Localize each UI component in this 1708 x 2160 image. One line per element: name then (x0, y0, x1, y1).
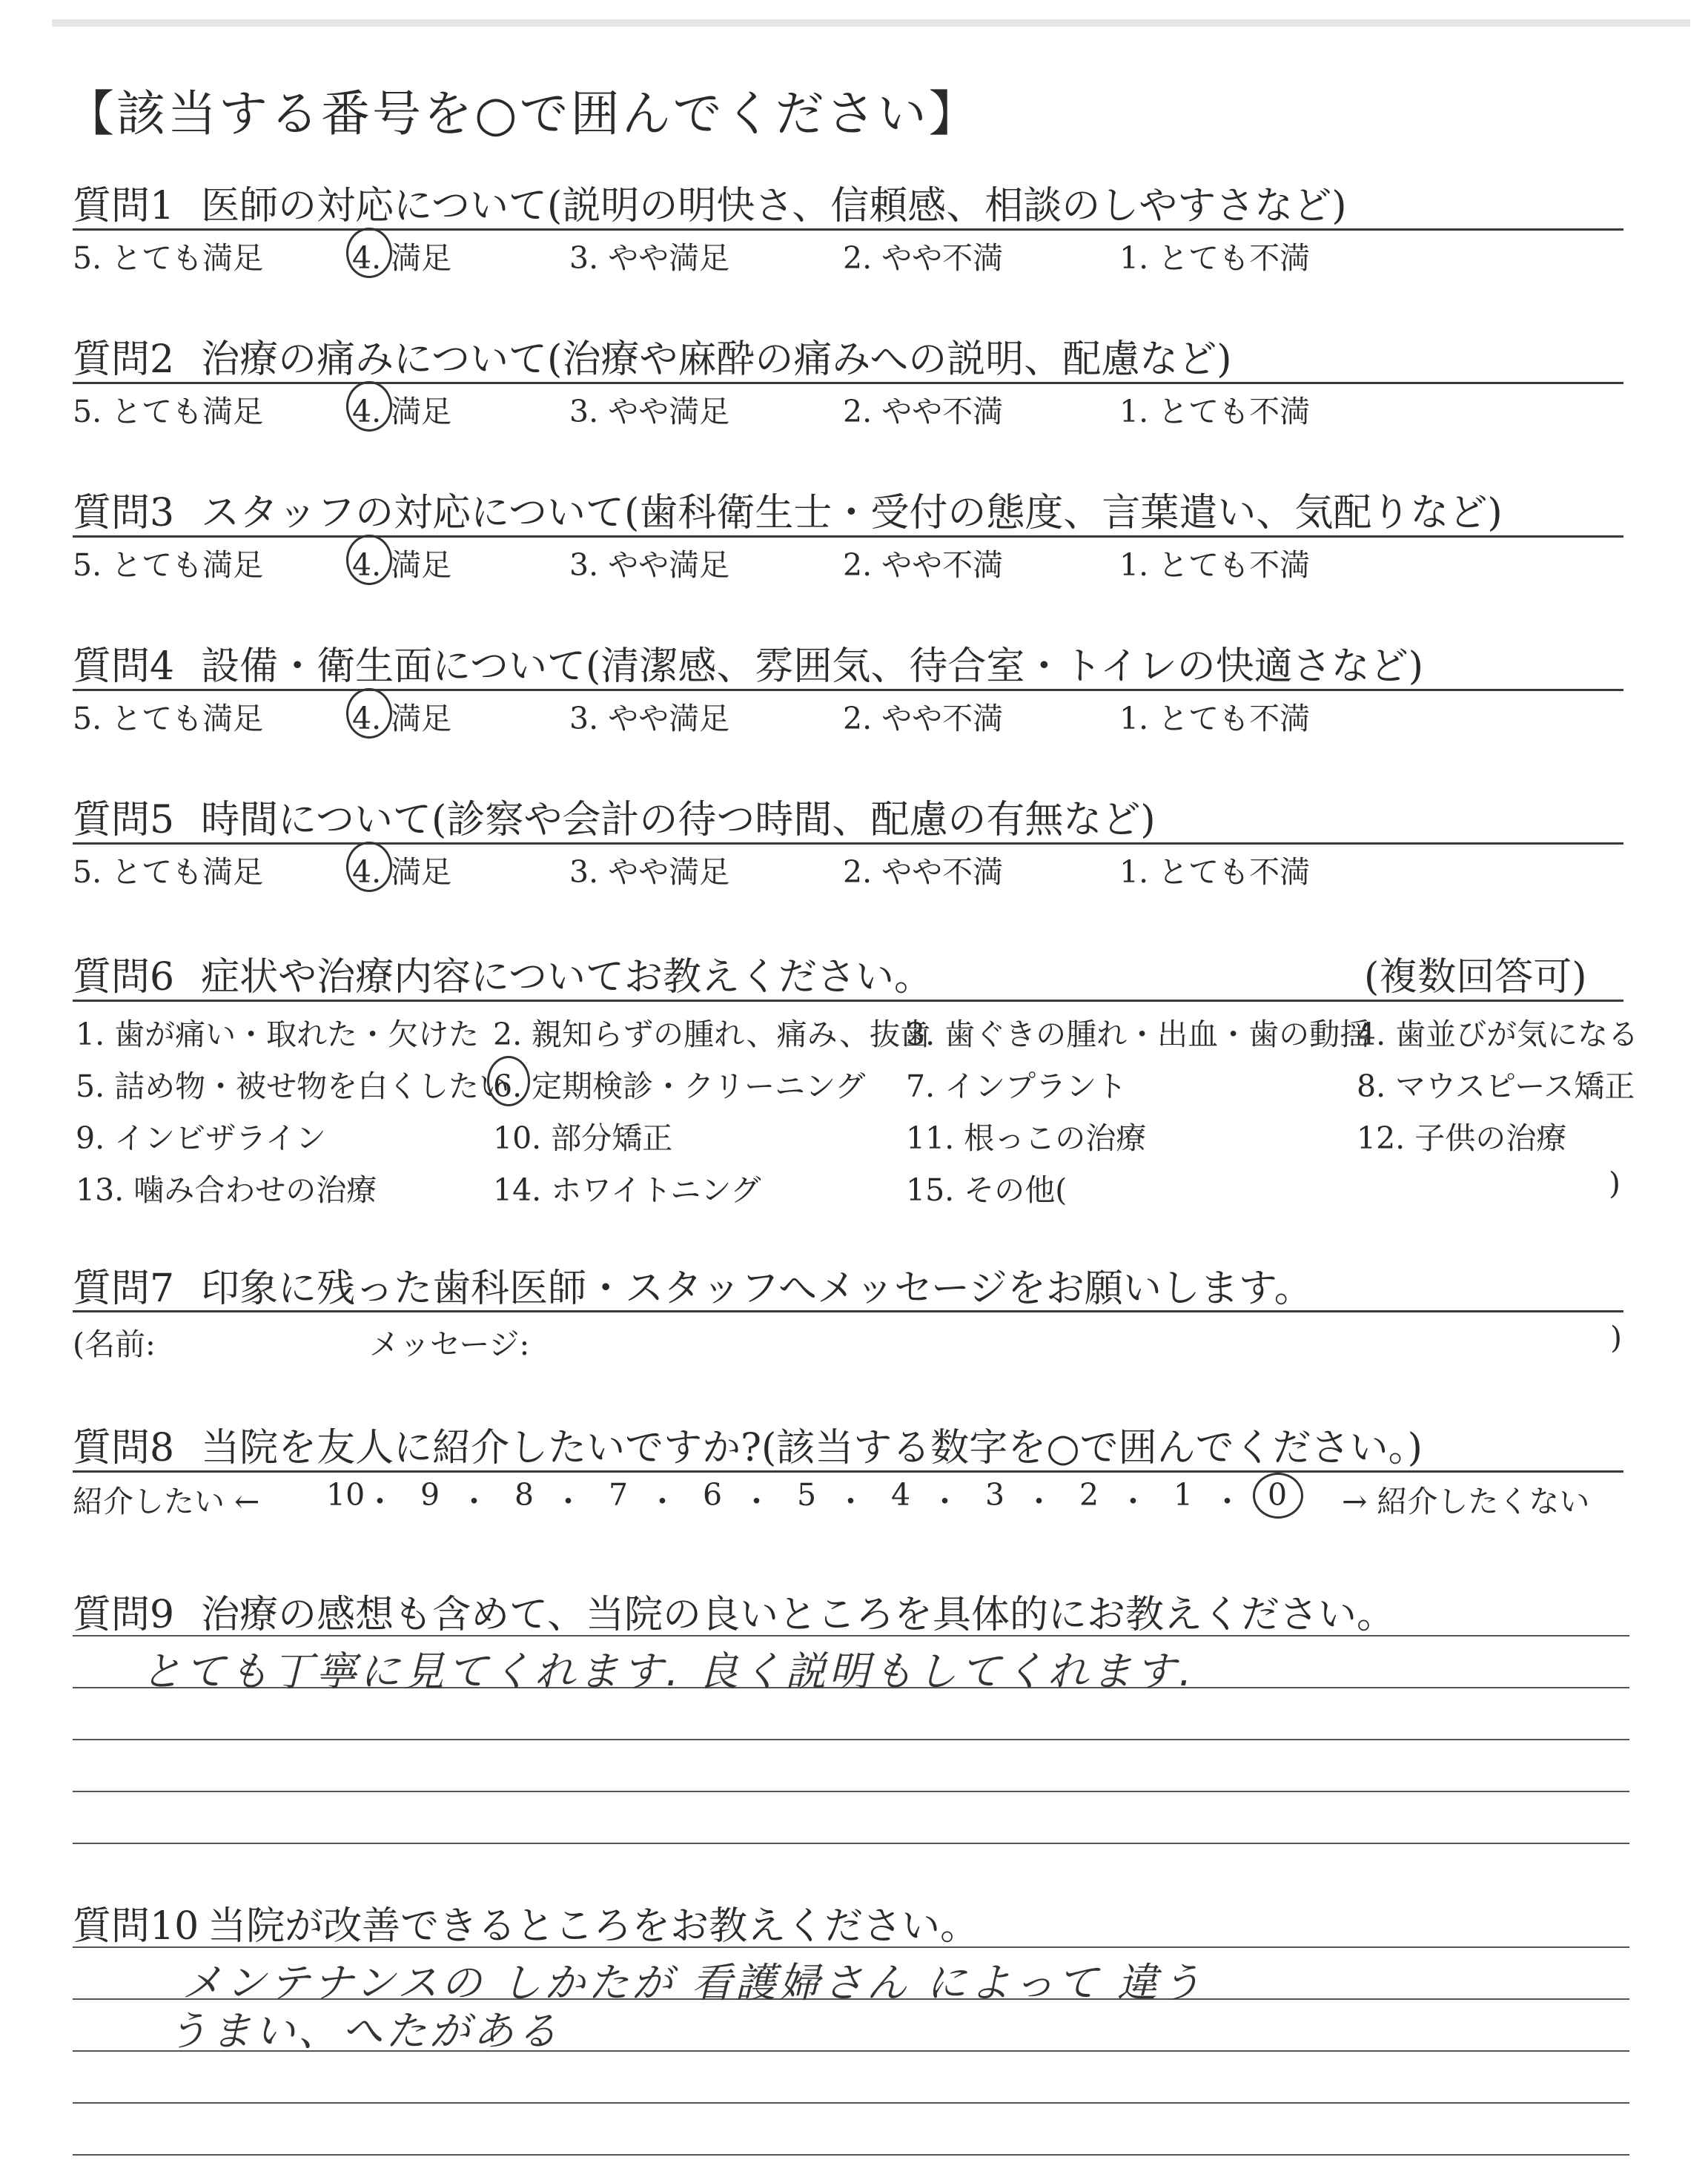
rating-option[interactable]: 1. とても不満 (1119, 701, 1311, 736)
q9-line (73, 1739, 1629, 1740)
selection-circle (346, 842, 392, 892)
rating-option[interactable]: 1. とても不満 (1119, 854, 1311, 890)
q7-heading (73, 1257, 1313, 1312)
q9-line (73, 1843, 1629, 1844)
rating-option[interactable]: 3. やや満足 (569, 701, 730, 736)
q8-scale-value[interactable]: 0 (1268, 1477, 1288, 1513)
q3-heading (73, 481, 1503, 537)
q8-right-label: → 紹介したくない (1342, 1484, 1590, 1519)
question-label: 質問2 (73, 337, 175, 382)
q6-option[interactable]: 12. 子供の治療 (1357, 1120, 1567, 1156)
question-label: 質問4 (73, 644, 175, 689)
q9-label: 質問9 (73, 1593, 175, 1637)
q10-heading (73, 1895, 979, 1950)
q8-separator: ・ (1212, 1484, 1242, 1519)
q6-option[interactable]: 2. 親知らずの腫れ、痛み、抜歯 (493, 1017, 931, 1052)
q6-option[interactable]: 10. 部分矯正 (493, 1120, 673, 1156)
rating-option[interactable]: 5. とても満足 (73, 547, 264, 583)
selection-circle (346, 535, 392, 585)
q9-text: 治療の感想も含めて、当院の良いところを具体的にお教えください。 (201, 1593, 1396, 1637)
q9-line (73, 1791, 1629, 1792)
rating-option[interactable]: 3. やや満足 (569, 240, 730, 276)
question-text: 医師の対応について(説明の明快さ、信頼感、相談のしやすさなど) (201, 184, 1347, 228)
q4-heading (73, 635, 1423, 690)
q6-note: (複数回答可) (1364, 955, 1587, 1000)
q9-handwritten-answer: とても丁寧に見てくれます. 良く説明もしてくれます. (141, 1648, 1195, 1695)
q8-scale-value[interactable]: 7 (609, 1477, 629, 1513)
q8-label: 質問8 (73, 1426, 175, 1470)
question-text: 時間について(診察や会計の待つ時間、配慮の有無など) (201, 798, 1156, 842)
q7-message-label: メッセージ: (369, 1327, 530, 1362)
q6-other-close: ) (1609, 1166, 1621, 1201)
rating-option[interactable]: 5. とても満足 (73, 701, 264, 736)
q10-line (73, 2154, 1629, 2156)
q10-line (73, 2102, 1629, 2104)
rating-option[interactable]: 4. 満足 (352, 854, 452, 890)
rating-option[interactable]: 5. とても満足 (73, 394, 264, 429)
q6-option[interactable]: 1. 歯が痛い・取れた・欠けた (76, 1017, 480, 1052)
q6-option[interactable]: 13. 噛み合わせの治療 (76, 1172, 377, 1208)
selection-circle (487, 1056, 530, 1106)
q8-separator: ・ (365, 1484, 395, 1519)
q7-label: 質問7 (73, 1266, 175, 1311)
rating-option[interactable]: 1. とても不満 (1119, 394, 1311, 429)
q8-separator: ・ (553, 1484, 583, 1519)
selection-circle (346, 228, 392, 278)
q8-scale-value[interactable]: 2 (1079, 1477, 1099, 1513)
rating-option[interactable]: 3. やや満足 (569, 547, 730, 583)
rating-option[interactable]: 2. やや不満 (843, 394, 1004, 429)
question-text: 治療の痛みについて(治療や麻酔の痛みへの説明、配慮など) (201, 337, 1232, 382)
q6-text: 症状や治療内容についてお教えください。 (201, 955, 933, 1000)
q8-separator: ・ (1024, 1484, 1054, 1519)
selection-circle (346, 381, 392, 432)
q8-scale-value[interactable]: 10 (326, 1477, 365, 1513)
q10-handwritten-answer-2: うまい、へたがある (167, 2007, 561, 2055)
rating-option[interactable]: 4. 満足 (352, 240, 452, 276)
rating-option[interactable]: 4. 満足 (352, 547, 452, 583)
q2-heading (73, 328, 1232, 383)
q10-text: 当院が改善できるところをお教えください。 (208, 1904, 979, 1949)
q8-heading (73, 1416, 1423, 1472)
q5-heading (73, 788, 1156, 844)
q7-close: ) (1610, 1320, 1622, 1355)
q8-scale-value[interactable]: 4 (891, 1477, 911, 1513)
q8-left-label: 紹介したい ← (73, 1484, 260, 1519)
question-text: スタッフの対応について(歯科衛生士・受付の態度、言葉遣い、気配りなど) (201, 491, 1503, 535)
q6-option[interactable]: 5. 詰め物・被せ物を白くしたい (76, 1069, 510, 1104)
q5-rule (73, 842, 1623, 845)
q6-option[interactable]: 6. 定期検診・クリーニング (493, 1069, 866, 1104)
q6-heading (73, 945, 933, 1001)
q2-rule (73, 382, 1623, 384)
question-label: 質問5 (73, 798, 175, 842)
q6-option[interactable]: 3. 歯ぐきの腫れ・出血・歯の動揺 (906, 1017, 1371, 1052)
rating-option[interactable]: 1. とても不満 (1119, 547, 1311, 583)
scan-edge (52, 19, 1690, 27)
rating-option[interactable]: 2. やや不満 (843, 240, 1004, 276)
rating-option[interactable]: 2. やや不満 (843, 701, 1004, 736)
q8-rule (73, 1470, 1623, 1473)
rating-option[interactable]: 2. やや不満 (843, 547, 1004, 583)
selection-circle (1253, 1473, 1303, 1519)
rating-option[interactable]: 5. とても満足 (73, 240, 264, 276)
q6-option[interactable]: 4. 歯並びが気になる (1357, 1017, 1639, 1052)
q8-separator: ・ (741, 1484, 772, 1519)
q6-option[interactable]: 8. マウスピース矯正 (1357, 1069, 1635, 1104)
selection-circle (346, 688, 392, 739)
question-label: 質問3 (73, 491, 175, 535)
q1-heading (73, 174, 1347, 230)
q6-label: 質問6 (73, 955, 175, 1000)
rating-option[interactable]: 3. やや満足 (569, 854, 730, 890)
q6-rule (73, 1000, 1623, 1002)
rating-option[interactable]: 5. とても満足 (73, 854, 264, 890)
q8-scale-value[interactable]: 3 (985, 1477, 1005, 1513)
question-text: 設備・衛生面について(清潔感、雰囲気、待合室・トイレの快適さなど) (201, 644, 1424, 689)
q7-name-label: (名前: (73, 1327, 156, 1362)
q6-option[interactable]: 11. 根っこの治療 (906, 1120, 1147, 1156)
q1-rule (73, 228, 1623, 231)
q6-option[interactable]: 9. インビザライン (76, 1120, 326, 1156)
q8-scale-value[interactable]: 8 (514, 1477, 534, 1513)
q6-option[interactable]: 7. インプラント (906, 1069, 1128, 1104)
q8-scale-value[interactable]: 5 (797, 1477, 817, 1513)
rating-option[interactable]: 4. 満足 (352, 394, 452, 429)
rating-option[interactable]: 3. やや満足 (569, 394, 730, 429)
rating-option[interactable]: 2. やや不満 (843, 854, 1004, 890)
question-label: 質問1 (73, 184, 175, 228)
q8-separator: ・ (459, 1484, 489, 1519)
q10-handwritten-answer-1: メンテナンスの しかたが 看護婦さん によって 違う (182, 1959, 1205, 2007)
q3-rule (73, 535, 1623, 538)
q8-scale-value[interactable]: 1 (1174, 1477, 1194, 1513)
q4-rule (73, 689, 1623, 691)
q8-text: 当院を友人に紹介したいですか?(該当する数字を○で囲んでください。) (201, 1426, 1423, 1470)
rating-option[interactable]: 1. とても不満 (1119, 240, 1311, 276)
rating-option[interactable]: 4. 満足 (352, 701, 452, 736)
q10-label: 質問10 (73, 1904, 199, 1949)
q8-scale-value[interactable]: 9 (420, 1477, 440, 1513)
q8-separator: ・ (930, 1484, 960, 1519)
q8-separator: ・ (647, 1484, 678, 1519)
q7-text: 印象に残った歯科医師・スタッフへメッセージをお願いします。 (201, 1266, 1313, 1311)
q9-heading (73, 1583, 1395, 1639)
q9-line (73, 1635, 1629, 1636)
q6-option[interactable]: 14. ホワイトニング (493, 1172, 761, 1208)
q8-scale-value[interactable]: 6 (703, 1477, 723, 1513)
page-title: 【該当する番号を○で囲んでください】 (65, 85, 980, 142)
q7-rule (73, 1310, 1623, 1312)
q8-separator: ・ (835, 1484, 866, 1519)
q6-option[interactable]: 15. その他( (906, 1172, 1068, 1208)
q8-separator: ・ (1118, 1484, 1148, 1519)
q10-line (73, 1946, 1629, 1948)
